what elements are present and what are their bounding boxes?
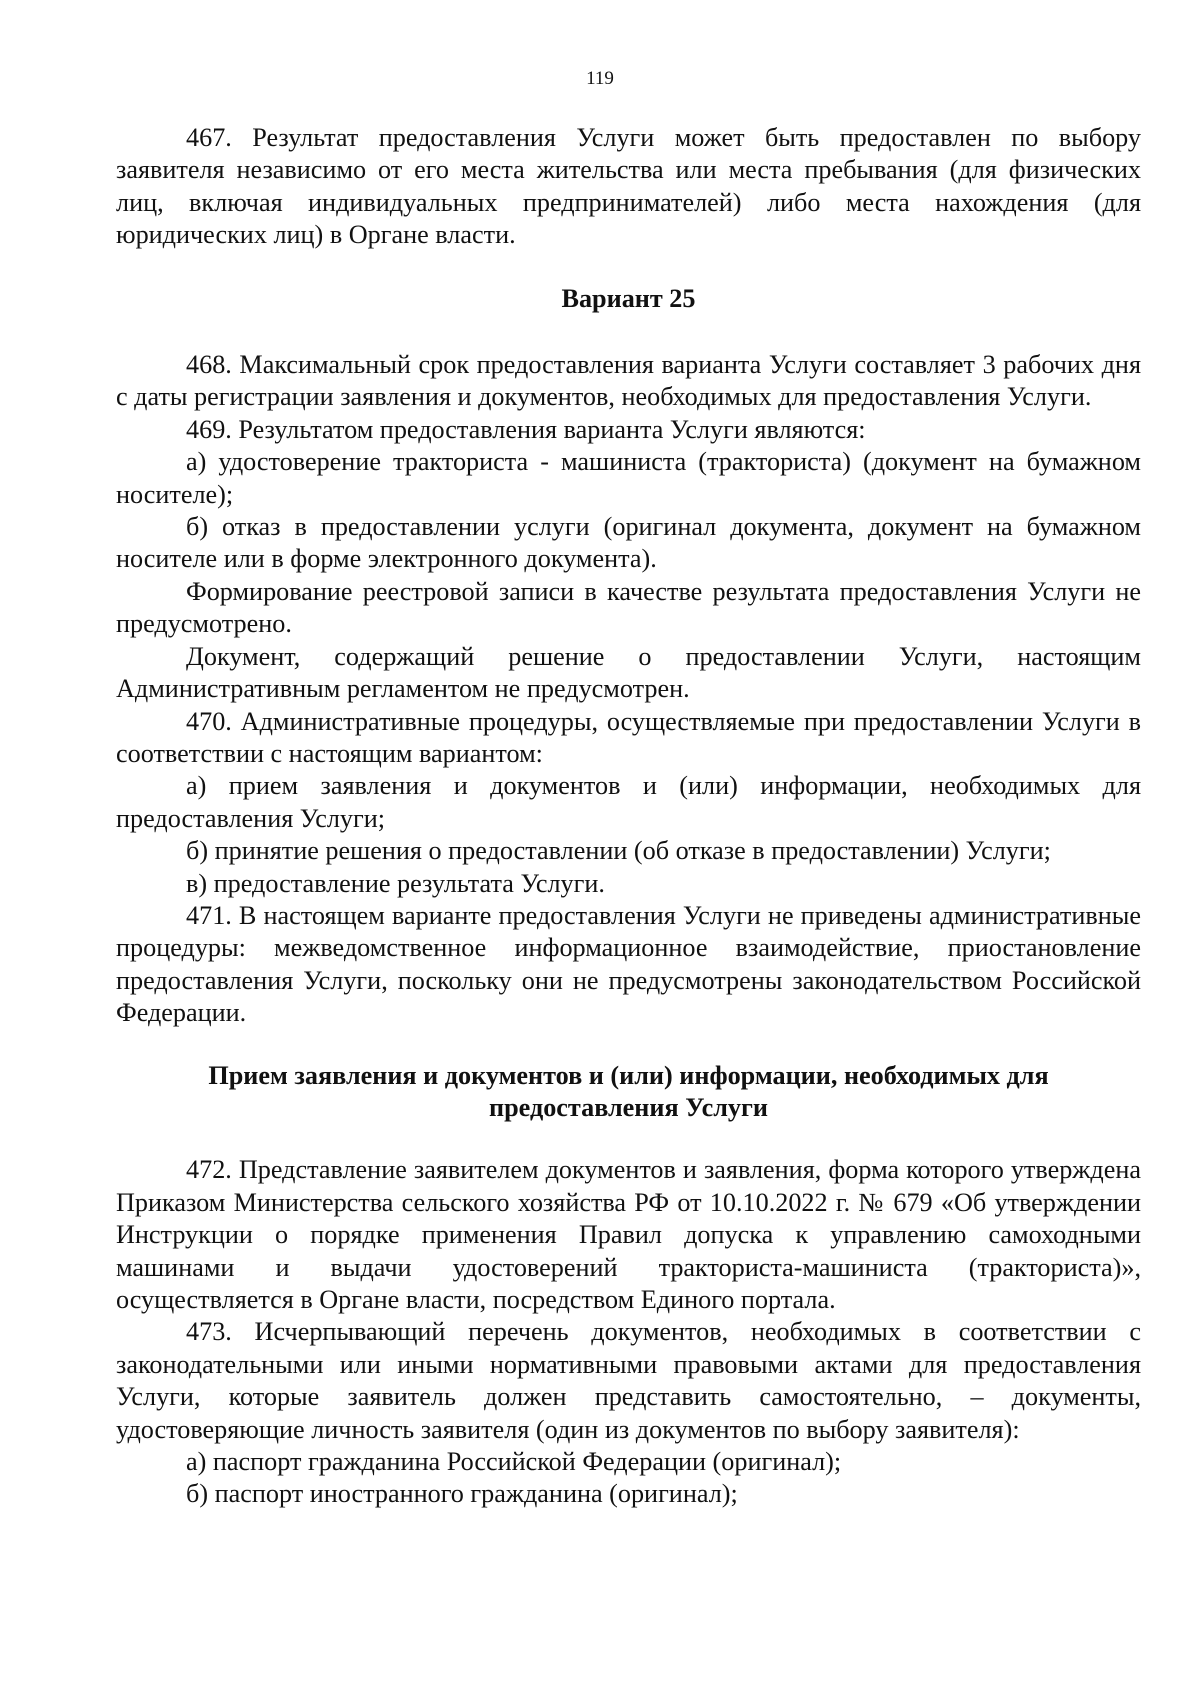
paragraph-472: 472. Представление заявителем документов и заявления, форма которого утверждена Приказом Министерства сельского хозяйства РФ от 10.10.2022 г. № 679 «Об утверждении Инструкции о порядке применения Правил допуска к управлению самоходными машинами и выдачи удостоверений тракториста-машиниста (тракториста)», осуществляется в Органе власти, посредством Единого портала. (116, 1155, 1141, 1314)
paragraph-467: 467. Результат предоставления Услуги может быть предоставлен по выбору заявителя независимо от его места жительства или места пребывания (для физических лиц, включая индивидуальных предпринимателей) либо места нахождения (для юридических лиц) в Органе власти. (116, 123, 1141, 250)
section-heading-line-1: Прием заявления и документов и (или) информации, необходимых для (208, 1060, 1049, 1090)
paragraph-469-d: Документ, содержащий решение о предоставлении Услуги, настоящим Административным регламентом не предусмотрен. (116, 641, 1141, 704)
section-heading (116, 1060, 1141, 1125)
document-body (116, 122, 1141, 1511)
paragraph-469: 469. Результатом предоставления варианта Услуги являются: (186, 414, 866, 444)
paragraph-469-c: Формирование реестровой записи в качестве результата предоставления Услуги не предусмотрено. (116, 576, 1141, 639)
paragraph-473-b: б) паспорт иностранного гражданина (оригинал); (186, 1479, 738, 1509)
paragraph-470-c: в) предоставление результата Услуги. (186, 868, 605, 898)
paragraph-469-a: а) удостоверение тракториста - машиниста (тракториста) (документ на бумажном носителе); (116, 447, 1141, 509)
paragraph-468: 468. Максимальный срок предоставления варианта Услуги составляет 3 рабочих дня с даты регистрации заявления и документов, необходимых для предоставления Услуги. (116, 350, 1141, 412)
paragraph-470: 470. Административные процедуры, осуществляемые при предоставлении Услуги в соответствии с настоящим вариантом: (116, 706, 1141, 768)
page-number: 119 (586, 68, 614, 89)
paragraph-473: 473. Исчерпывающий перечень документов, необходимых в соответствии с законодательными или иными нормативными правовыми актами для предоставления Услуги, которые заявитель должен представить самостоятельно, – документы, удостоверяющие личность заявителя (один из документов по выбору заявителя): (116, 1317, 1141, 1444)
paragraph-473-a: а) паспорт гражданина Российской Федерации (оригинал); (186, 1447, 842, 1477)
paragraph-470-b: б) принятие решения о предоставлении (об отказе в предоставлении) Услуги; (186, 836, 1051, 866)
section-heading-line-2: предоставления Услуги (489, 1092, 768, 1122)
variant-heading: Вариант 25 (561, 283, 696, 313)
paragraph-471: 471. В настоящем варианте предоставления Услуги не приведены административные процедуры: межведомственное информационное взаимодействие, приостановление предоставления Услуги, поскольку они не предусмотрены законодательством Российской Федерации. (116, 900, 1141, 1028)
paragraph-469-b: б) отказ в предоставлении услуги (оригинал документа, документ на бумажном носителе или в форме электронного документа). (116, 512, 1141, 574)
paragraph-470-a: а) прием заявления и документов и (или) информации, необходимых для предоставления Услуги; (116, 771, 1141, 833)
